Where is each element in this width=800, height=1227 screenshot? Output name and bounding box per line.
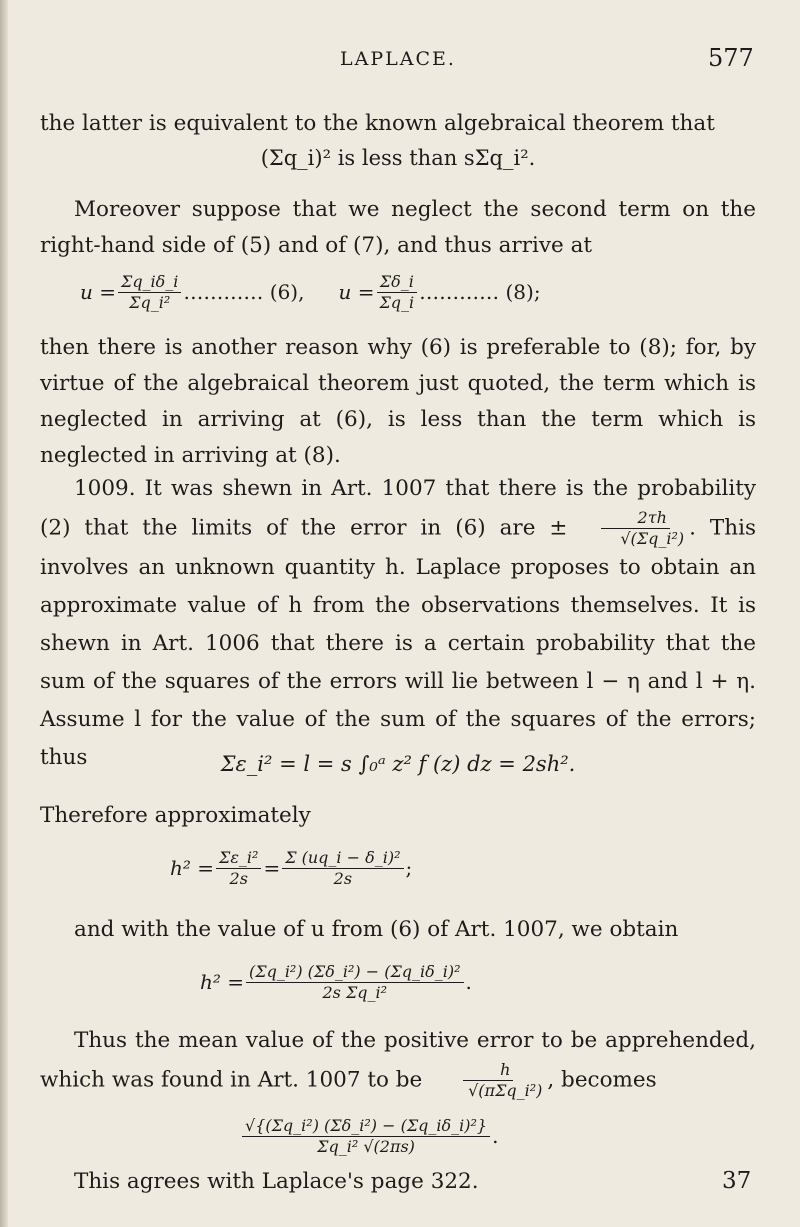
running-head: LAPLACE. bbox=[340, 48, 456, 70]
h2-denominator-2: 2s bbox=[333, 868, 353, 888]
h2b-lhs: h² = bbox=[200, 970, 245, 994]
paragraph-8: This agrees with Laplace's page 322. bbox=[74, 1169, 479, 1194]
eq8-lhs: u = bbox=[338, 280, 375, 304]
eq8-label: ………… (8); bbox=[419, 280, 541, 304]
final-denominator: Σq_i² √(2πs) bbox=[317, 1136, 415, 1156]
h2b-end: . bbox=[465, 970, 472, 994]
final-fraction bbox=[242, 1116, 490, 1157]
h2-numerator-2: Σ (uq_i − δ_i)² bbox=[282, 848, 403, 869]
signature-mark: 37 bbox=[722, 1168, 752, 1194]
h2-equals: = bbox=[263, 856, 281, 880]
final-numerator: √{(Σq_i²) (Σδ_i²) − (Σq_iδ_i)²} bbox=[242, 1116, 490, 1137]
equation-integral: Σε_i² = l = s ∫₀ᵃ z² f (z) dz = 2sh². bbox=[220, 752, 576, 776]
h2-fraction-1 bbox=[216, 848, 261, 889]
equation-final bbox=[240, 1106, 498, 1166]
limit-denominator: √(Σq_i²) bbox=[620, 529, 685, 548]
paragraph-7 bbox=[40, 1022, 756, 1101]
eq6-numerator: Σq_iδ_i bbox=[118, 272, 181, 293]
mean-error-fraction bbox=[431, 1060, 545, 1101]
h2-numerator-1: Σε_i² bbox=[216, 848, 261, 869]
paragraph-7-end: , becomes bbox=[547, 1067, 657, 1093]
h2b-denominator: 2s Σq_i² bbox=[322, 982, 388, 1002]
h2-denominator-1: 2s bbox=[229, 868, 248, 888]
paragraph-2: Moreover suppose that we neglect the second term on the right-hand side of (5) and of (7), and thus arrive at bbox=[40, 197, 756, 258]
eq6-denominator: Σq_i² bbox=[129, 292, 171, 312]
paragraph-6: and with the value of u from (6) of Art. 1007, we obtain bbox=[74, 917, 679, 942]
h2-end: ; bbox=[405, 856, 413, 880]
mean-error-numerator: h bbox=[463, 1060, 513, 1081]
equations-6-and-8 bbox=[80, 262, 760, 322]
h2b-fraction bbox=[246, 962, 464, 1003]
paragraph-5: Therefore approximately bbox=[40, 803, 311, 828]
eq6-label: ………… (6), bbox=[183, 280, 305, 304]
h2-lhs: h² = bbox=[170, 856, 215, 880]
final-end: . bbox=[492, 1124, 499, 1148]
paragraph-4-start: 1009. It was shewn in Art. 1007 that there is the probability (2) that the limits of the error in (6) are ± bbox=[40, 476, 756, 541]
paragraph-3: then there is another reason why (6) is preferable to (8); for, by virtue of the algebraical theorem just quoted, the term which is neglected in arriving at (6), is less than the term which is neglected in arriving at (8). bbox=[40, 335, 756, 468]
equation-h-squared-2 bbox=[200, 952, 472, 1012]
paragraph-1: the latter is equivalent to the known algebraical theorem that bbox=[40, 111, 715, 136]
eq8-fraction bbox=[376, 272, 417, 313]
equation-h-squared-1 bbox=[170, 838, 412, 898]
eq8-denominator: Σq_i bbox=[379, 292, 415, 312]
eq8-numerator: Σδ_i bbox=[377, 272, 417, 293]
equation-inequality: (Σq_i)² is less than sΣq_i². bbox=[260, 146, 536, 170]
eq6-fraction bbox=[118, 272, 181, 313]
page-binding-edge bbox=[0, 0, 8, 1227]
mean-error-denominator: √(πΣq_i²) bbox=[468, 1081, 543, 1100]
paragraph-4 bbox=[40, 470, 756, 777]
h2b-numerator: (Σq_i²) (Σδ_i²) − (Σq_iδ_i)² bbox=[246, 962, 464, 983]
limit-fraction bbox=[583, 508, 687, 549]
eq6-lhs: u = bbox=[80, 280, 116, 304]
paragraph-7-start: Thus the mean value of the positive error to be apprehended, which was found in Art. 1007 to be bbox=[40, 1028, 756, 1093]
page-number: 577 bbox=[708, 44, 754, 72]
h2-fraction-2 bbox=[282, 848, 403, 889]
paragraph-4-end: . This involves an unknown quantity h. Laplace proposes to obtain an approximate value of h from the observations themselves. It is shewn in Art. 1006 that there is a certain probability that the sum of the squares of the errors will lie between l − η and l + η. Assume l for the value of the sum of the squares of the errors; thus bbox=[40, 515, 756, 770]
limit-numerator: 2τh bbox=[601, 508, 670, 529]
